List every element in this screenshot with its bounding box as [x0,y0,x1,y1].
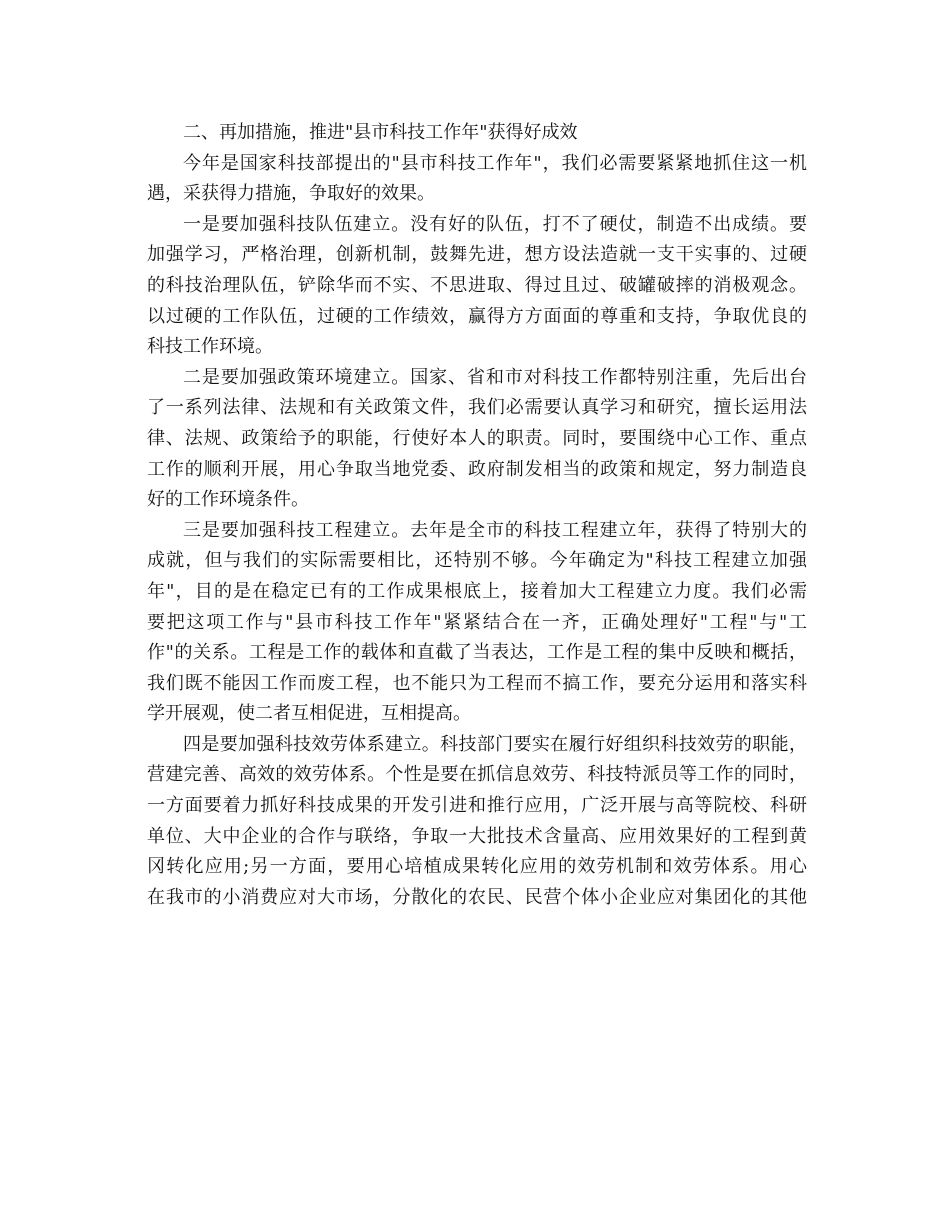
paragraph-line: 四是要加强科技效劳体系建立。科技部门要实在履行好组织科技效劳的职能， [183,733,807,755]
paragraph-line: 科技工作环境。 [147,336,273,358]
paragraph-line: 学开展观，使二者互相促进，互相提高。 [147,703,471,725]
paragraph-line: 律、法规、政策给予的职能，行使好本人的职责。同时，要围绕中心工作、重点 [147,427,807,449]
paragraph-line: 加强学习，严格治理，创新机制，鼓舞先进，想方设法造就一支干实事的、过硬 [147,244,807,266]
paragraph-line: 要把这项工作与"县市科技工作年"紧紧结合在一齐，正确处理好"工程"与"工 [147,611,807,633]
paragraph-line: 工作的顺利开展，用心争取当地党委、政府制发相当的政策和规定，努力制造良 [147,458,807,480]
paragraph-line: 在我市的小消费应对大市场，分散化的农民、民营个体小企业应对集团化的其他 [147,886,807,908]
paragraph-line: 今年是国家科技部提出的"县市科技工作年"，我们必需要紧紧地抓住这一机 [183,152,807,174]
paragraph-line: 好的工作环境条件。 [147,489,309,511]
paragraph-line: 冈转化应用;另一方面，要用心培植成果转化应用的效劳机制和效劳体系。用心 [147,856,807,878]
paragraph-line: 我们既不能因工作而废工程，也不能只为工程而不搞工作，要充分运用和落实科 [147,672,807,694]
paragraph-line: 二是要加强政策环境建立。国家、省和市对科技工作都特别注重，先后出台 [183,366,807,388]
section-heading: 二、再加措施，推进"县市科技工作年"获得好成效 [183,122,578,143]
paragraph-line: 成就，但与我们的实际需要相比，还特别不够。今年确定为"科技工程建立加强 [147,550,807,572]
paragraph-line: 单位、大中企业的合作与联络，争取一大批技术含量高、应用效果好的工程到黄 [147,825,807,847]
paragraph-line: 一方面要着力抓好科技成果的开发引进和推行应用，广泛开展与高等院校、科研 [147,795,807,817]
paragraph-line: 三是要加强科技工程建立。去年是全市的科技工程建立年，获得了特别大的 [183,519,807,541]
paragraph-line: 以过硬的工作队伍，过硬的工作绩效，赢得方方面面的尊重和支持，争取优良的 [147,305,807,327]
paragraph-line: 营建完善、高效的效劳体系。个性是要在抓信息效劳、科技特派员等工作的同时， [147,764,807,786]
paragraph-line: 年"，目的是在稳定已有的工作成果根底上，接着加大工程建立力度。我们必需 [147,580,807,602]
document-page [147,118,807,913]
paragraph-line: 的科技治理队伍，铲除华而不实、不思进取、得过且过、破罐破摔的消极观念。 [147,274,807,296]
paragraph-line: 了一系列法律、法规和有关政策文件，我们必需要认真学习和研究，擅长运用法 [147,397,807,419]
paragraph-line: 一是要加强科技队伍建立。没有好的队伍，打不了硬仗，制造不出成绩。要 [183,213,807,235]
paragraph-line: 作"的关系。工程是工作的载体和直截了当表达，工作是工程的集中反映和概括， [147,642,807,664]
paragraph-line: 遇，采获得力措施，争取好的效果。 [147,183,435,205]
